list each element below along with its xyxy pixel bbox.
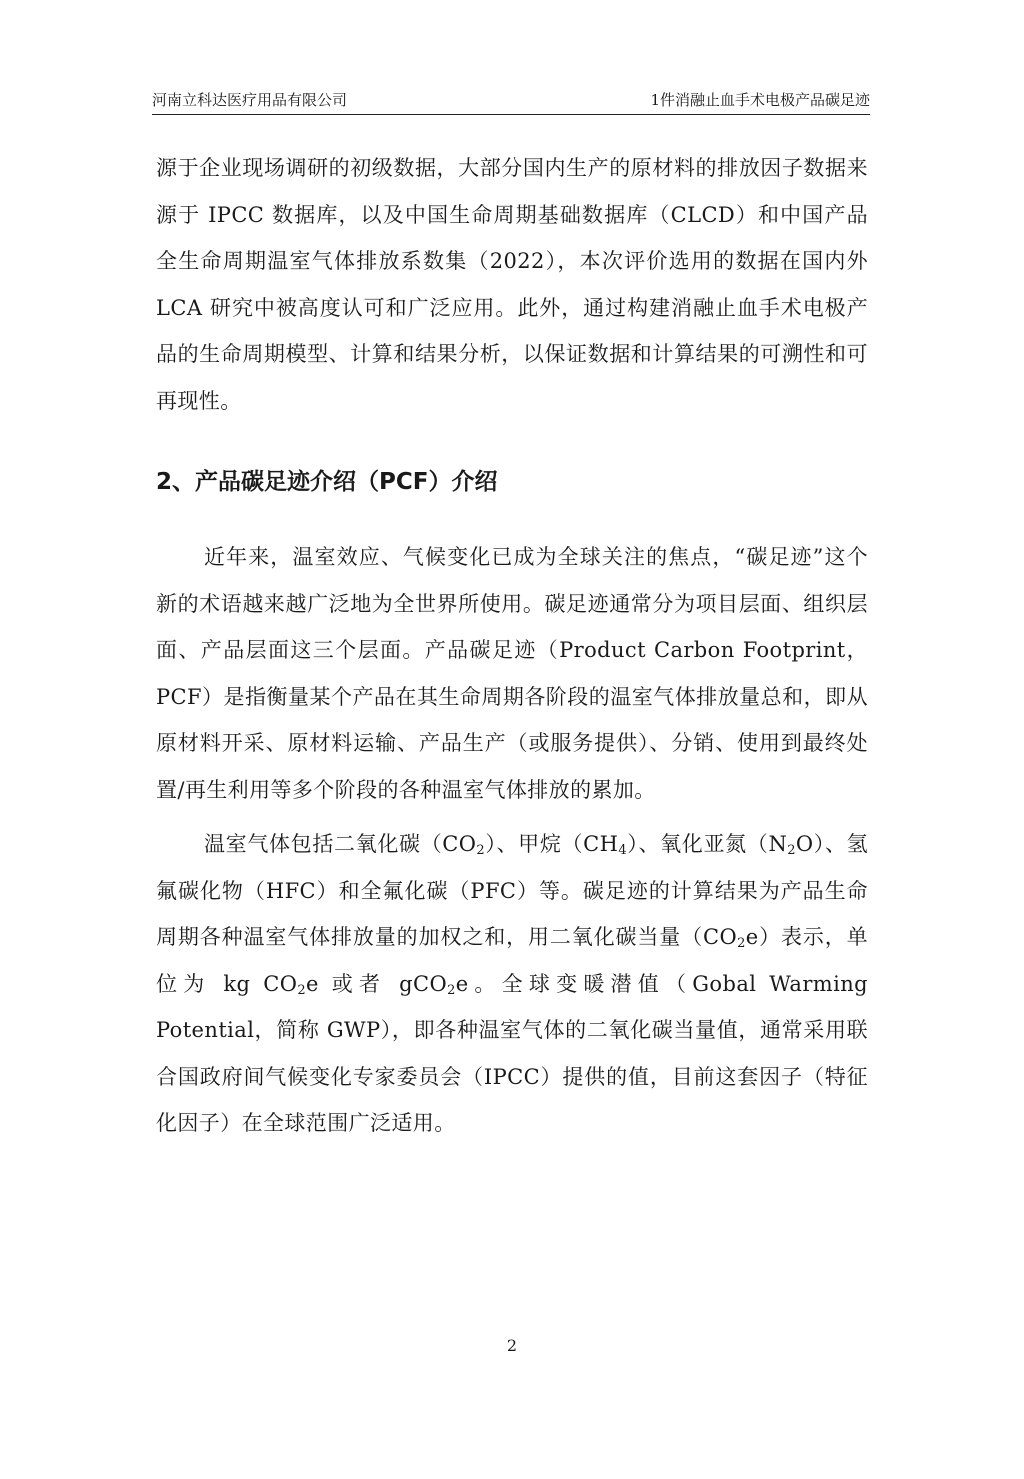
- text-run: e）表示，单位为 kg CO: [156, 925, 868, 996]
- subscript: 4: [618, 843, 628, 858]
- text-run: O）、氢氟碳化物（HFC）和全氟化碳（PFC）等。碳足迹的计算结果为产品生命周期各种温室气体排放量的加权之和，用二氧化碳当量（CO: [156, 832, 869, 949]
- text-run: ）、氧化亚氮（N: [627, 832, 788, 856]
- text-run: e。全球变暖潜值（Gobal Warming Potential，简称 GWP），即各种温室气体的二氧化碳当量值，通常采用联合国政府间气候变化专家委员会（IPCC）提供的值，目前这套因子（特征化因子）在全球范围广泛适用。: [156, 971, 868, 1135]
- subscript: 2: [447, 982, 456, 998]
- text-run: ）、甲烷（CH: [485, 832, 619, 856]
- text-run: e 或者 gCO: [306, 971, 448, 996]
- header-divider: [152, 114, 870, 115]
- subscript: 2: [787, 843, 796, 858]
- page-body: [156, 145, 868, 1147]
- body-paragraph-pcf-intro: 近年来，温室效应、气候变化已成为全球关注的焦点，“碳足迹”这个新的术语越来越广泛地为全世界所使用。碳足迹通常分为项目层面、组织层面、产品层面这三个层面。产品碳足迹（Product Carbon Footprint，PCF）是指衡量某个产品在其生命周期各阶段的温室气体排放量总和，即从原材料开采、原材料运输、产品生产（或服务提供）、分销、使用到最终处置/再生利用等多个阶段的各种温室气体排放的累加。: [156, 545, 868, 802]
- subscript: 2: [737, 936, 746, 951]
- body-paragraph-greenhouse-gases: [156, 821, 868, 1147]
- page-number: 2: [506, 1336, 518, 1355]
- subscript: 2: [476, 843, 486, 858]
- paragraph-gap: [156, 813, 868, 821]
- subscript: 2: [297, 982, 307, 998]
- section-heading-pcf: 2、产品碳足迹介绍（PCF）介绍: [156, 469, 498, 495]
- body-paragraph-data-sources: 源于企业现场调研的初级数据，大部分国内生产的原材料的排放因子数据来源于 IPCC 数据库，以及中国生命周期基础数据库（CLCD）和中国产品全生命周期温室气体排放系数集（2022），本次评价选用的数据在国内外 LCA 研究中被高度认可和广泛应用。此外，通过构建消融止血手术电极产品的生命周期模型、计算和结果分析，以保证数据和计算结果的可溯性和可再现性。: [156, 156, 868, 413]
- header-report-title: 1件消融止血手术电极产品碳足迹: [650, 91, 870, 109]
- header-company-name: 河南立科达医疗用品有限公司: [152, 91, 348, 109]
- page-header: [152, 88, 870, 112]
- text-run: 温室气体包括二氧化碳（CO: [204, 832, 477, 856]
